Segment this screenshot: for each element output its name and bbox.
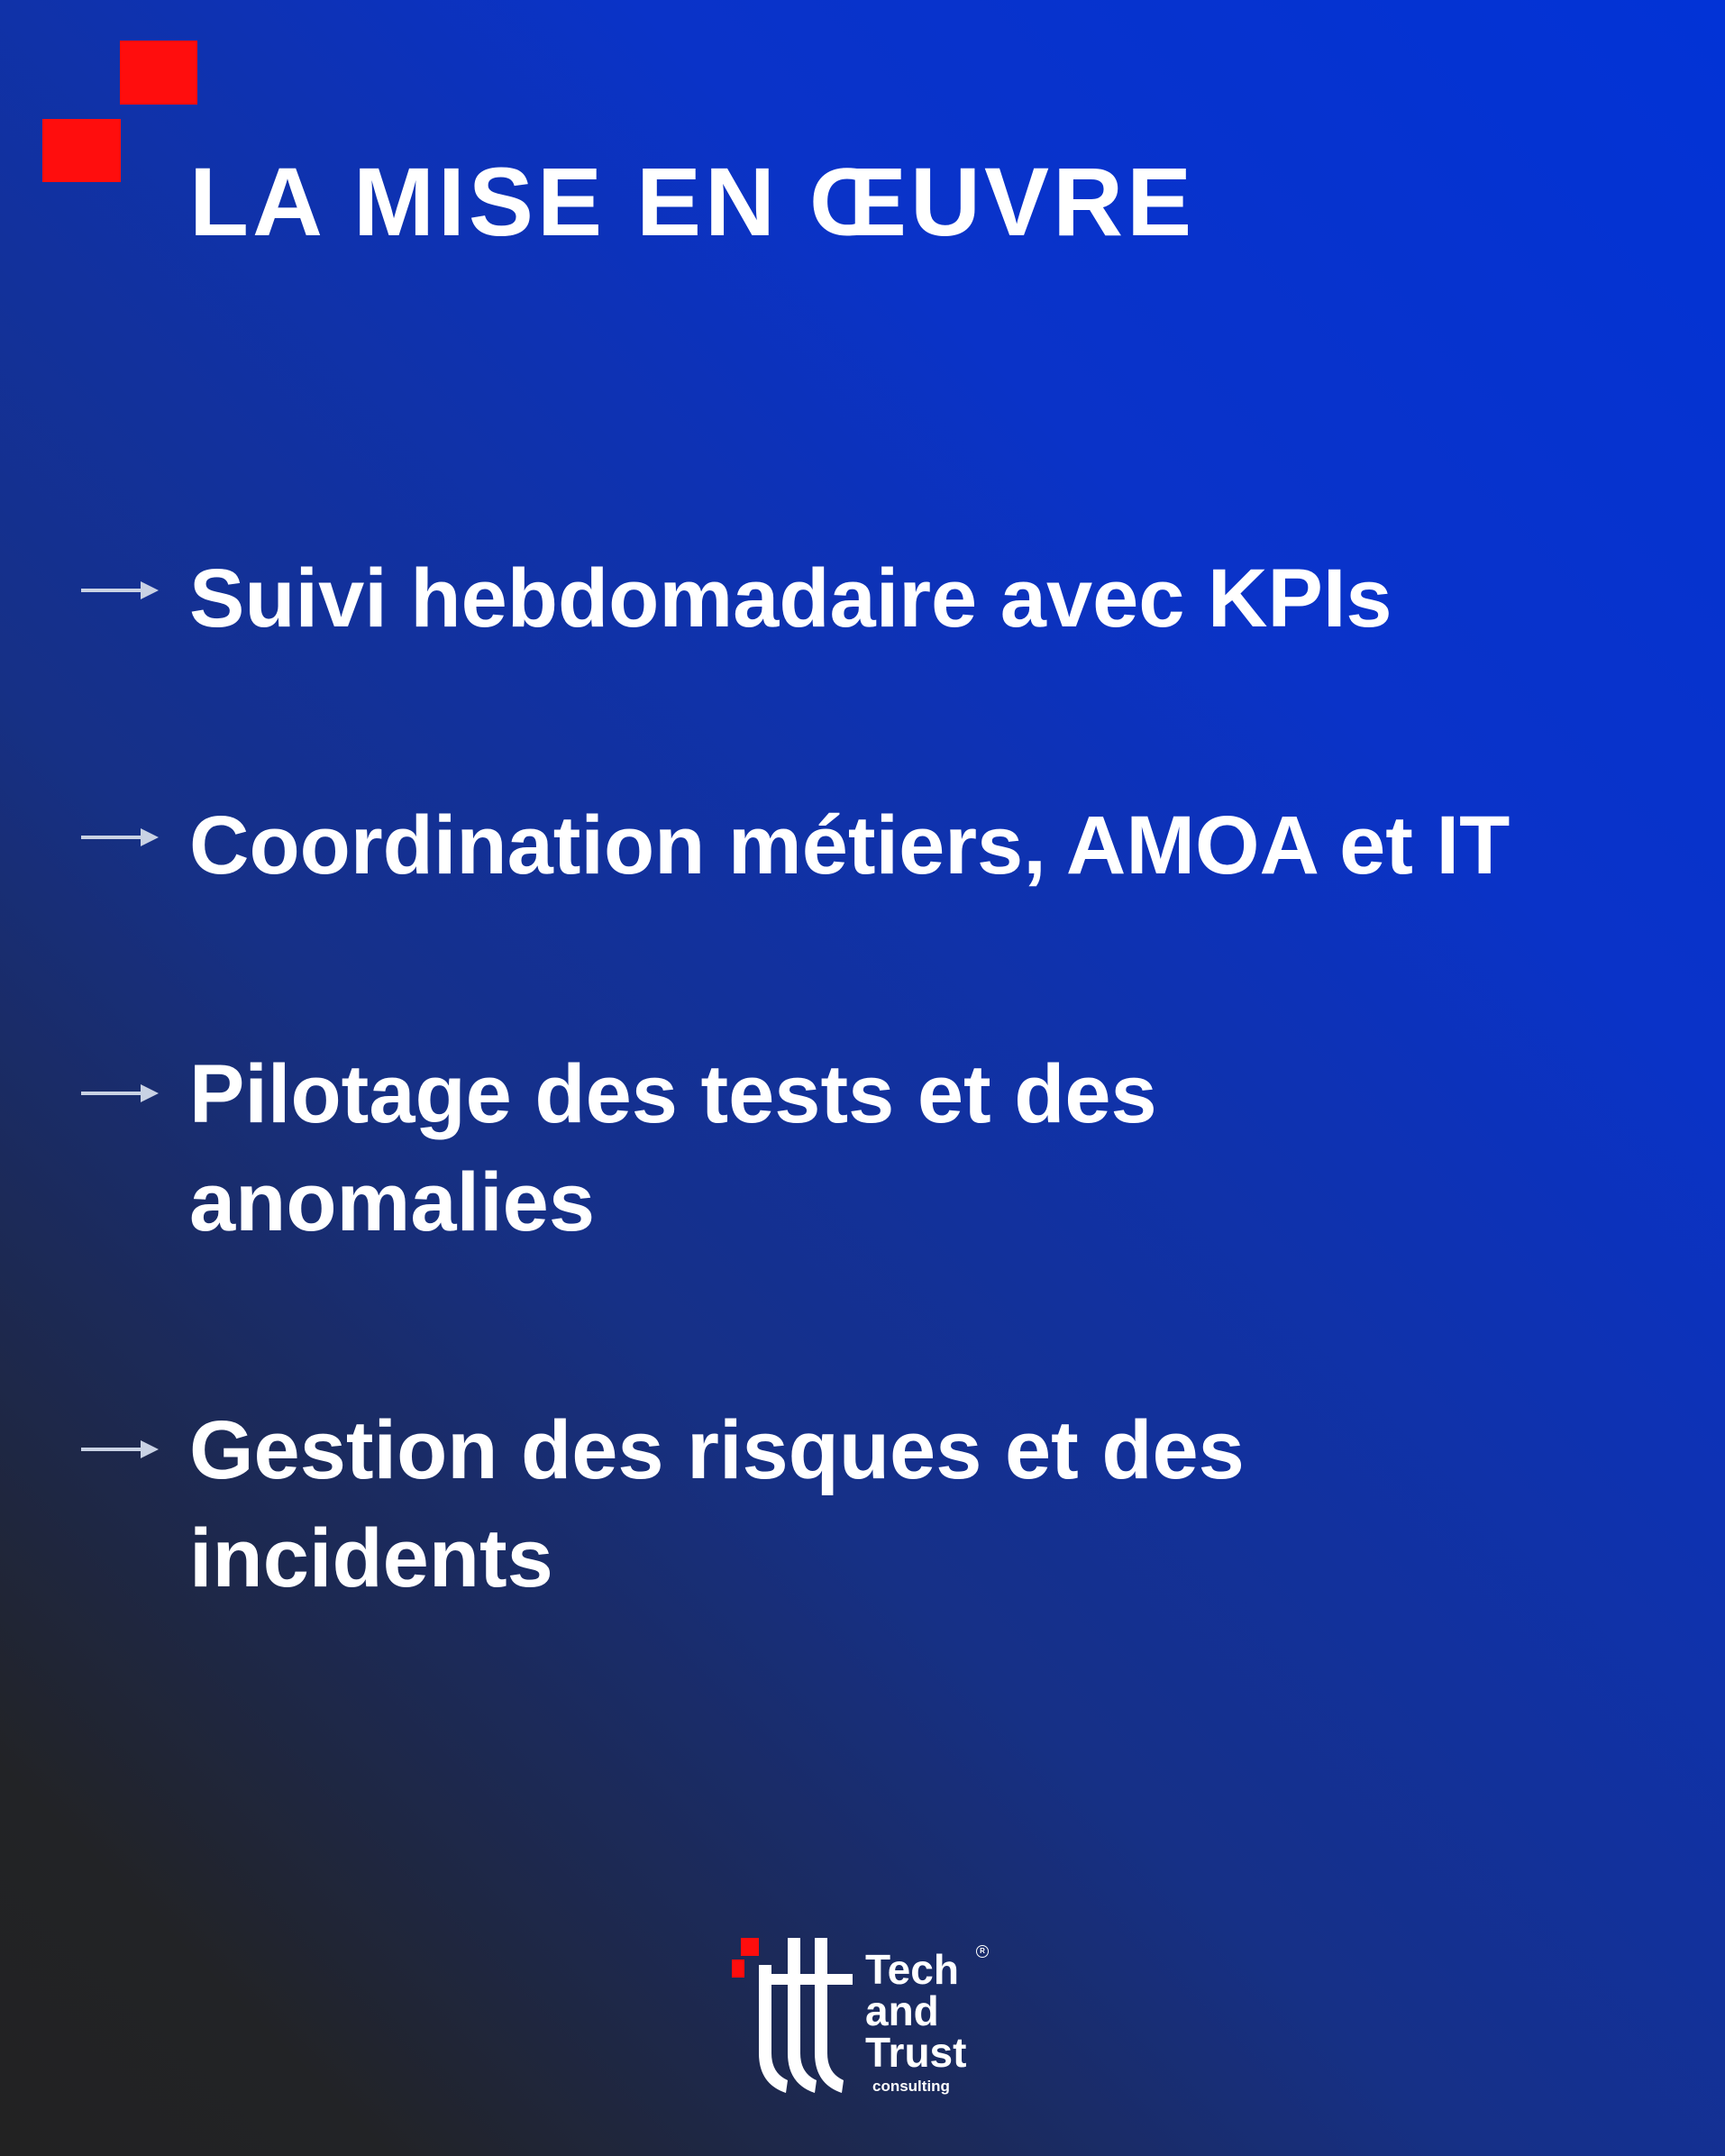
brand-logo [732,1938,1002,2100]
list-item-text: Gestion des risques et des incidents [189,1404,1245,1604]
list-item-text: Pilotage des tests et des anomalies [189,1048,1157,1248]
list-item-text: Coordination métiers, AMOA et IT [189,799,1511,891]
logo-subline: consulting [872,2078,950,2095]
arrow-right-icon [81,581,159,599]
decorative-square-bottom [42,119,121,182]
decorative-square-top [120,41,197,105]
logo-word-tech: Tech [865,1946,959,1993]
tech-and-trust-logo-icon [732,1938,867,2100]
page-title: LA MISE EN ŒUVRE [189,147,1196,256]
arrow-right-icon [81,828,159,846]
registered-mark-icon: R [976,1945,989,1958]
arrow-right-icon [81,1084,159,1102]
arrow-right-icon [81,1440,159,1458]
logo-word-and: and [865,1987,939,2034]
logo-word-trust: Trust [865,2029,967,2076]
list-item-text: Suivi hebdomadaire avec KPIs [189,553,1392,644]
